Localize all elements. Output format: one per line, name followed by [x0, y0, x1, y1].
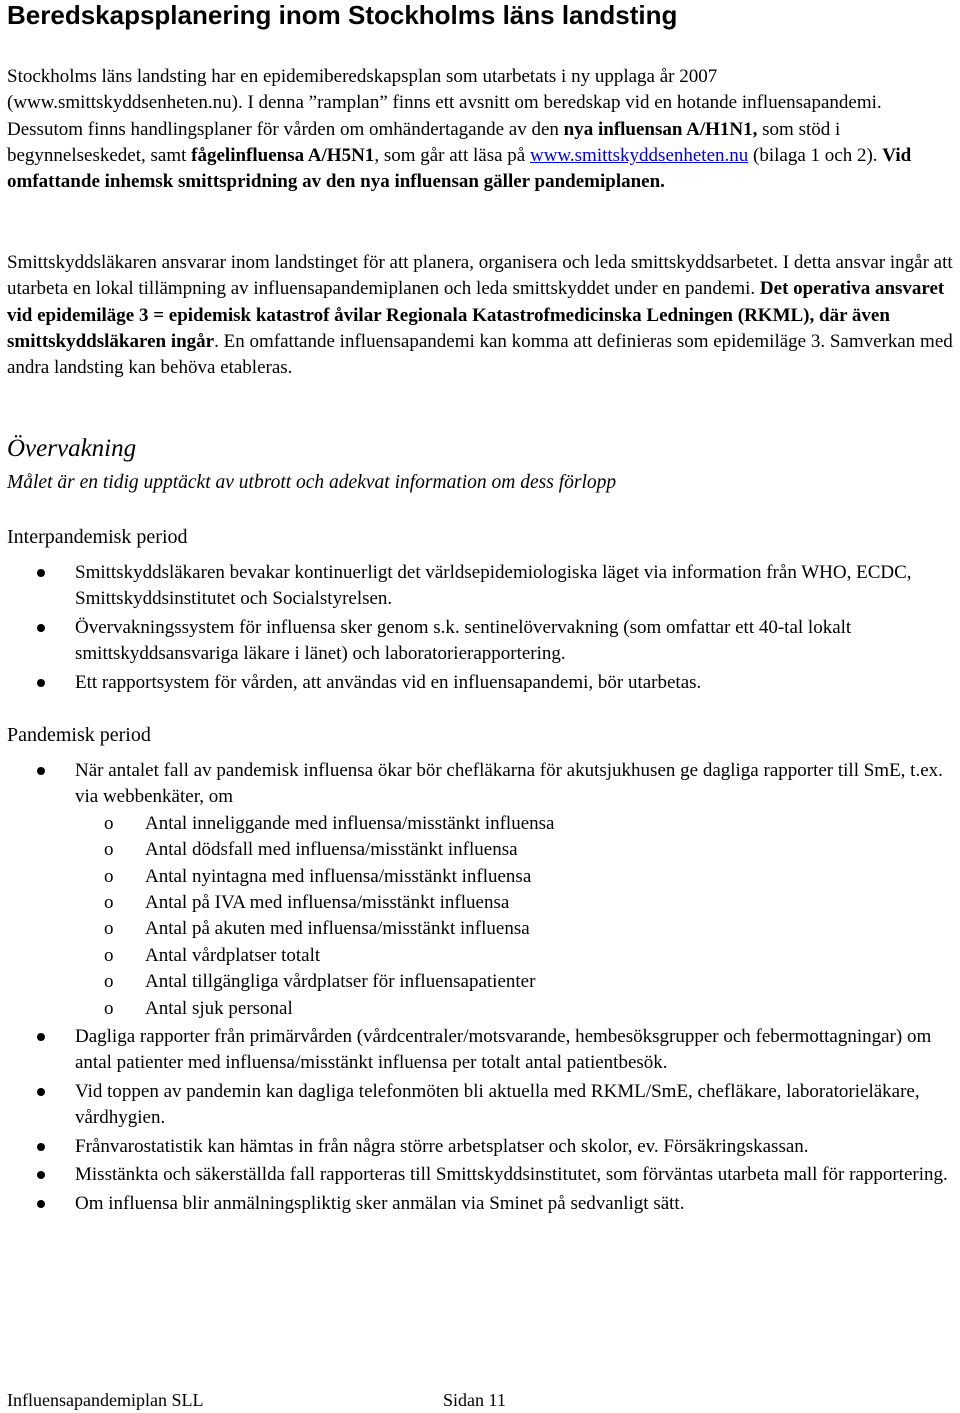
circle-bullet-icon: o — [104, 865, 114, 887]
surveillance-goal: Målet är en tidig upptäckt av utbrott och adekvat information om dess förlopp — [7, 472, 617, 493]
list-item — [7, 1191, 957, 1217]
bullet-icon — [37, 679, 45, 687]
interpandemic-heading: Interpandemisk period — [7, 526, 188, 548]
list-item-text: Övervakningssystem för influensa sker genom s.k. sentinelövervakning (som omfattar ett 40-tal lokalt smittskyddsansvariga läkare i länet) och laboratorierapportering. — [75, 616, 852, 665]
smittskydd-link[interactable]: www.smittskyddsenheten.nu — [529, 144, 749, 166]
intro-text-3: , som går att läsa på — [374, 144, 530, 166]
bullet-icon — [37, 767, 45, 775]
list-item — [7, 1134, 957, 1160]
circle-bullet-icon: o — [104, 892, 114, 914]
list-item-text: När antalet fall av pandemisk influensa ökar bör chefläkarna för akutsjukhusen ge dagliga rapporter till SmE, t.ex. via webbenkäter, om — [75, 760, 943, 808]
sub-list-item — [75, 916, 957, 942]
list-item — [7, 615, 957, 668]
intro-text-2: som stöd i begynnelseskedet, samt — [7, 118, 841, 166]
bullet-icon — [37, 1171, 45, 1179]
sub-list-item — [75, 969, 957, 995]
sub-list-item — [75, 837, 957, 863]
circle-bullet-icon: o — [104, 839, 114, 861]
sub-list-item-text: Antal inneliggande med influensa/misstänkt influensa — [145, 812, 555, 834]
sub-list-item — [75, 864, 957, 890]
circle-bullet-icon: o — [104, 997, 114, 1019]
intro-text-1: Stockholms läns landsting har en epidemiberedskapsplan som utarbetats i ny upplaga år 2007 (www.smittskyddsenheten.nu). I denna ”ramplan” finns ett avsnitt om beredskap vid en hotande influensapandemi. Dessutom finns handlingsplaner för vården om omhändertagande av den — [7, 66, 882, 140]
sub-list-item-text: Antal på akuten med influensa/misstänkt influensa — [145, 918, 530, 940]
list-item-text: Vid toppen av pandemin kan dagliga telefonmöten bli aktuella med RKML/SmE, chefläkare, laboratorieläkare, vårdhygien. — [75, 1080, 920, 1129]
pandemic-heading: Pandemisk period — [7, 724, 151, 746]
sub-list-item — [75, 811, 957, 837]
surveillance-heading: Övervakning — [7, 435, 137, 462]
circle-bullet-icon: o — [104, 918, 114, 940]
bullet-icon — [37, 1033, 45, 1041]
sub-list-item — [75, 943, 957, 969]
footer-page-number: Sidan 11 — [443, 1390, 506, 1410]
intro-paragraph — [7, 64, 955, 195]
circle-bullet-icon: o — [104, 971, 114, 993]
list-item — [7, 560, 957, 613]
bullet-icon — [37, 1088, 45, 1096]
sub-list-item-text: Antal på IVA med influensa/misstänkt influensa — [145, 892, 510, 914]
page-footer — [7, 1389, 506, 1411]
circle-bullet-icon: o — [104, 944, 114, 966]
list-item — [7, 670, 957, 696]
list-item-text: Frånvarostatistik kan hämtas in från några större arbetsplatser och skolor, ev. Försäkringskassan. — [75, 1135, 809, 1157]
list-item-text: Om influensa blir anmälningspliktig sker anmälan via Sminet på sedvanligt sätt. — [75, 1192, 685, 1214]
list-item-text: Dagliga rapporter från primärvården (vårdcentraler/motsvarande, hembesöksgrupper och febermottagningar) om antal patienter med influensa/misstänkt influensa per totalt antal patientbesök. — [75, 1026, 932, 1074]
sub-list-item-text: Antal vårdplatser totalt — [145, 944, 321, 966]
intro-bold-1: nya influensan A/H1N1, — [563, 118, 758, 140]
sub-list-item — [75, 996, 957, 1022]
sub-list-item-text: Antal dödsfall med influensa/misstänkt influensa — [145, 839, 518, 861]
circle-bullet-icon: o — [104, 812, 114, 834]
list-item-text: Ett rapportsystem för vården, att användas vid en influensapandemi, bör utarbetas. — [75, 671, 702, 693]
list-item — [7, 1079, 957, 1132]
responsibility-text-1: Smittskyddsläkaren ansvarar inom landstinget för att planera, organisera och leda smittskyddsarbetet. I detta ansvar ingår att utarbeta en lokal tillämpning av influensapandemiplanen och leda smittskyddet under en pandemi. — [7, 252, 953, 300]
intro-text-4: (bilaga 1 och 2). — [748, 144, 883, 166]
sub-list-item-text: Antal nyintagna med influensa/misstänkt influensa — [145, 865, 532, 887]
responsibility-bold: Det operativa ansvaret vid epidemiläge 3 = epidemisk katastrof åvilar Regionala Katastrofmedicinska Ledningen (RKML), där även smittskyddsläkaren ingår — [7, 278, 945, 352]
pandemic-list — [7, 758, 957, 1219]
intro-bold-2: fågelinfluensa A/H5N1 — [191, 144, 375, 166]
list-item — [7, 758, 957, 1022]
list-item — [7, 1162, 957, 1188]
list-item-text: Smittskyddsläkaren bevakar kontinuerligt det världsepidemiologiska läget via information från WHO, ECDC, Smittskyddsinstitutet och Socialstyrelsen. — [75, 562, 912, 610]
footer-document-name: Influensapandemiplan SLL — [7, 1390, 204, 1410]
intro-bold-3: Vid omfattande inhemsk smittspridning av den nya influensan gäller pandemiplanen. — [7, 144, 912, 193]
page-title: Beredskapsplanering inom Stockholms läns landsting — [7, 0, 678, 30]
report-sublist — [75, 811, 957, 1022]
bullet-icon — [37, 569, 45, 577]
sub-list-item-text: Antal tillgängliga vårdplatser för influensapatienter — [145, 971, 536, 993]
bullet-icon — [37, 1200, 45, 1208]
list-item — [7, 1024, 957, 1077]
interpandemic-list — [7, 560, 957, 698]
responsibility-text-2: . En omfattande influensapandemi kan komma att definieras som epidemiläge 3. Samverkan med andra landsting kan behöva etableras. — [7, 330, 953, 379]
bullet-icon — [37, 1143, 45, 1151]
sub-list-item — [75, 890, 957, 916]
list-item-text: Misstänkta och säkerställda fall rapporteras till Smittskyddsinstitutet, som förväntas utarbeta mall för rapportering. — [75, 1164, 948, 1186]
responsibility-paragraph — [7, 250, 955, 381]
sub-list-item-text: Antal sjuk personal — [145, 997, 293, 1019]
bullet-icon — [37, 624, 45, 632]
